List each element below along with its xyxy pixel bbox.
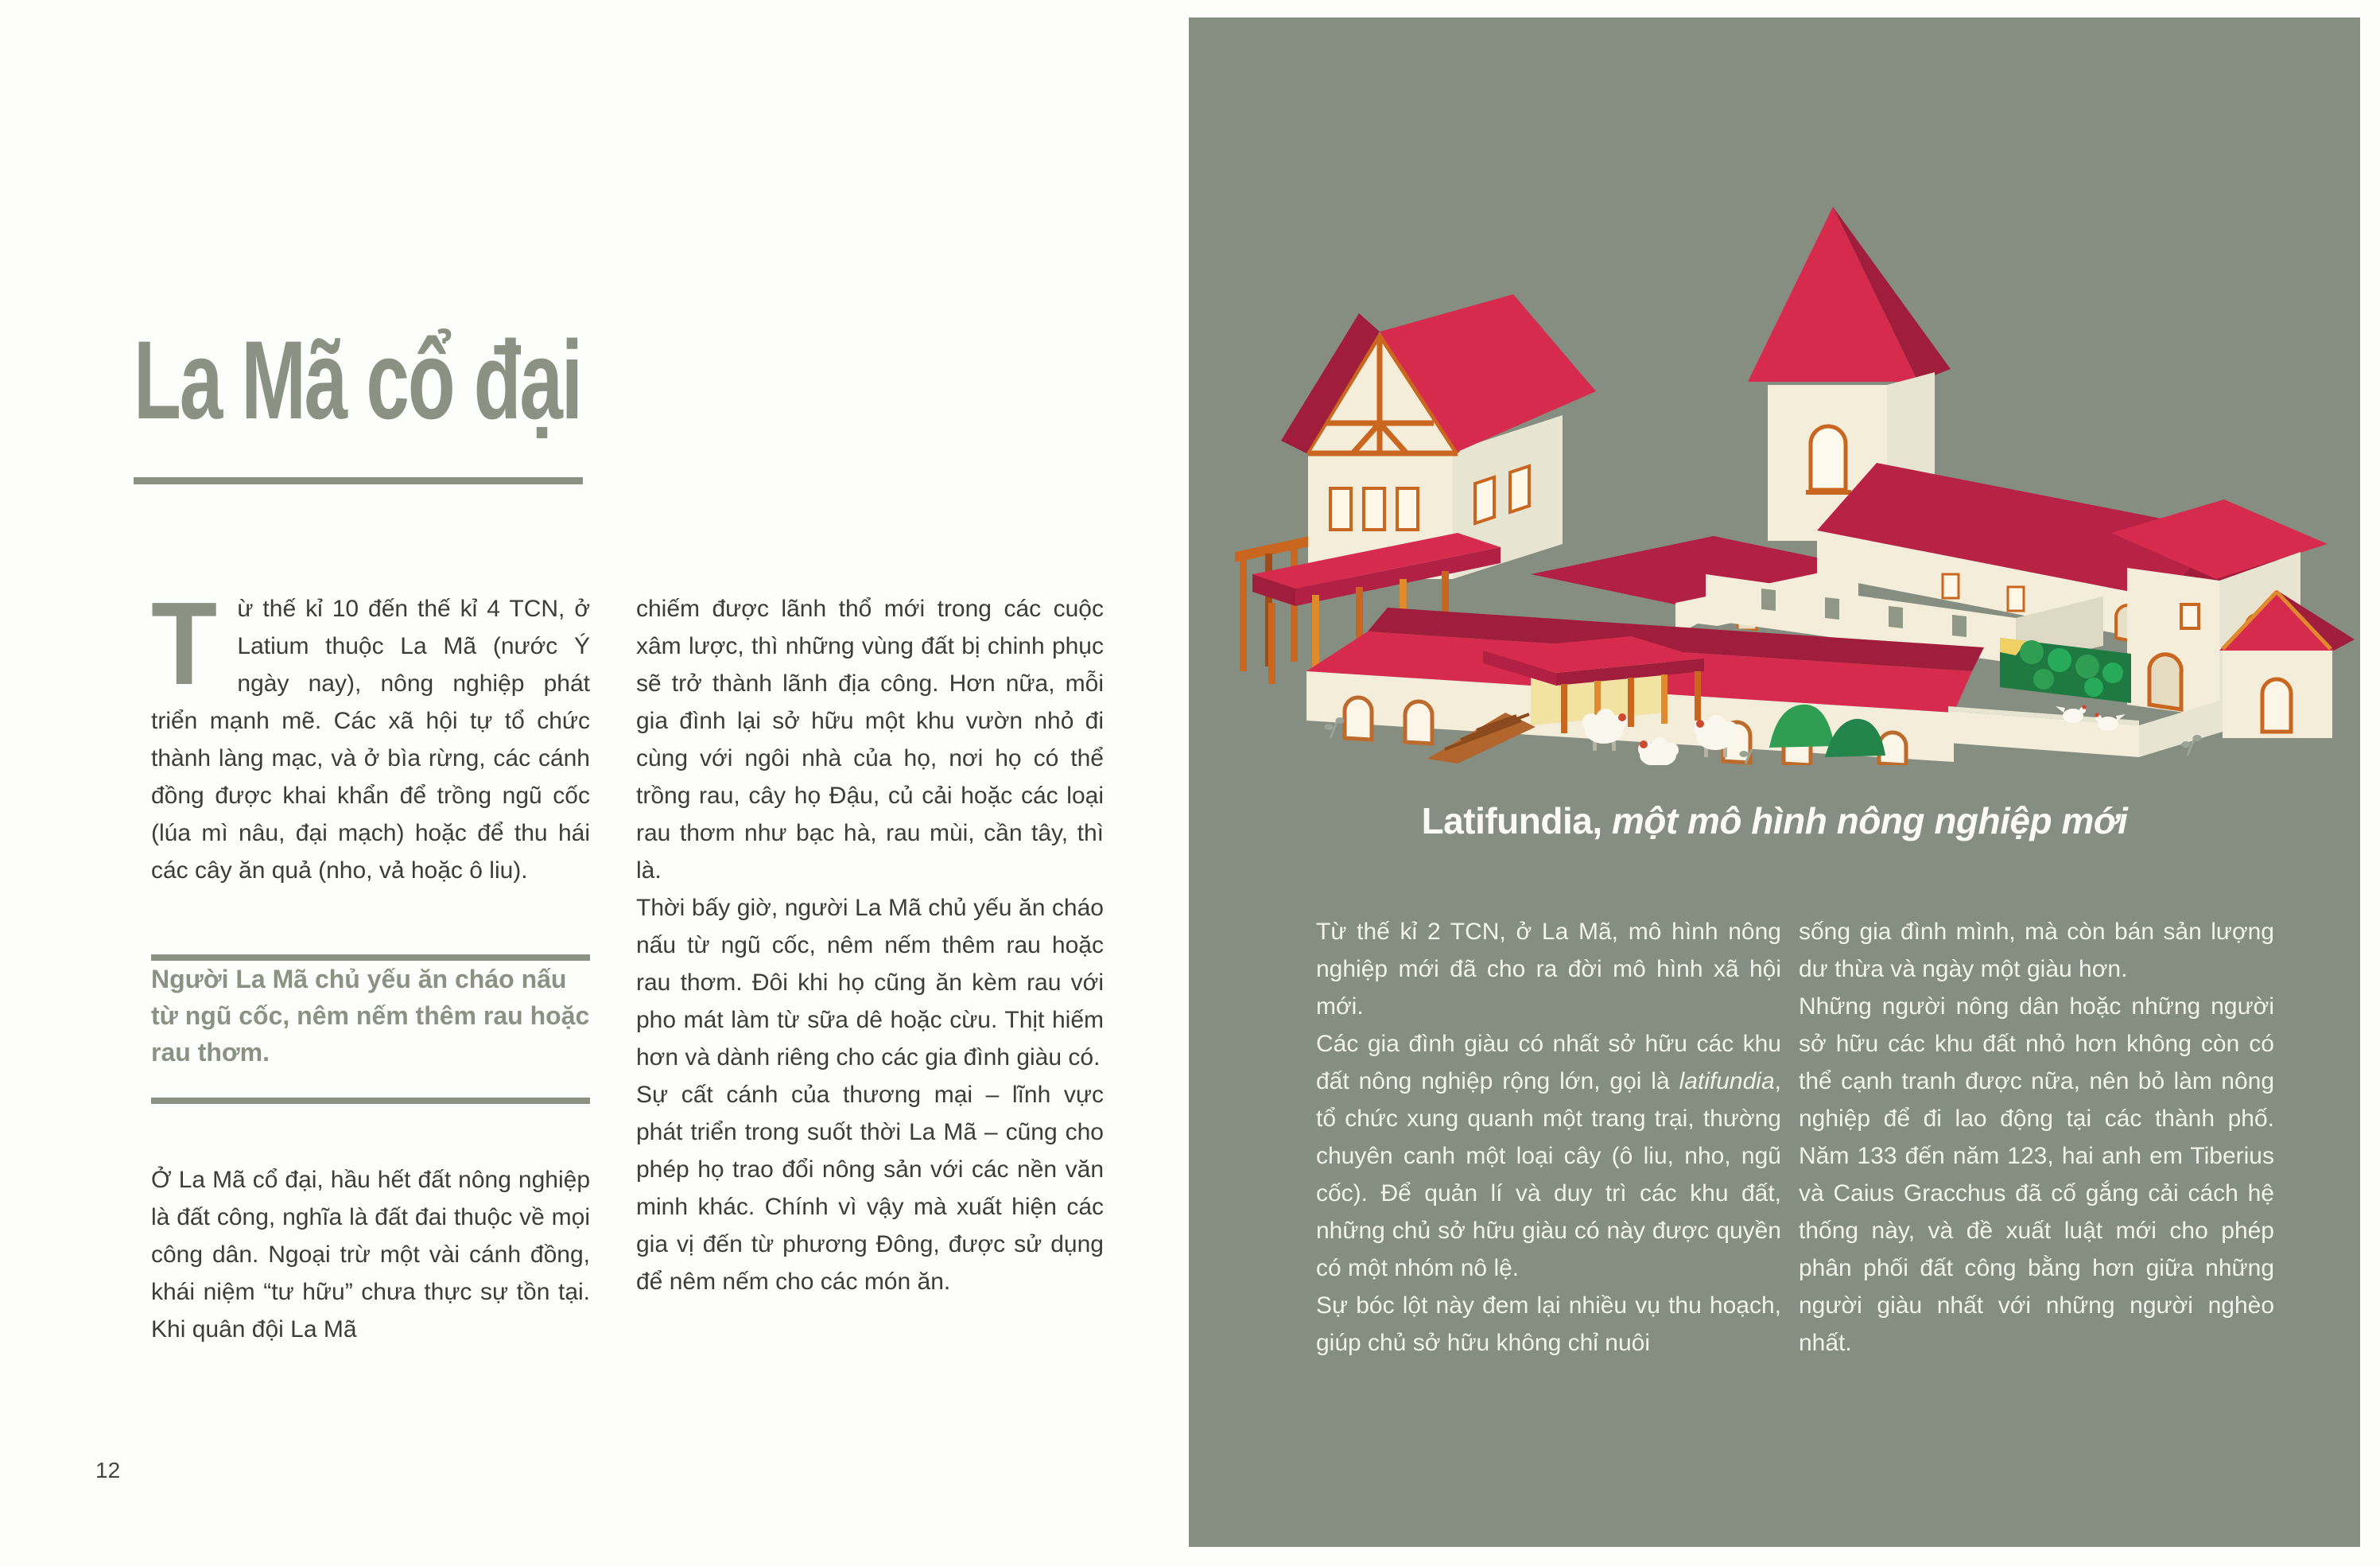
paragraph bbox=[1316, 1025, 1781, 1287]
paragraph: Từ thế kỉ 2 TCN, ở La Mã, mô hình nông nghiệp mới đã cho ra đời mô hình xã hội mới. bbox=[1316, 919, 1781, 1020]
latifundia-villa-illustration bbox=[1189, 17, 2360, 765]
panel-text-column-left bbox=[1316, 913, 1781, 1362]
dropcap-letter: T bbox=[151, 578, 218, 709]
middle-text-column bbox=[636, 590, 1104, 1300]
panel-heading-regular: Latifundia, bbox=[1421, 800, 1602, 841]
paragraph: sống gia đình mình, mà còn bán sản lượng dư thừa và ngày một giàu hơn. bbox=[1799, 919, 2274, 982]
title-rule bbox=[134, 477, 583, 484]
paragraph-text: ừ thế kỉ 10 đến thế kỉ 4 TCN, ở Latium thuộc La Mã (nước Ý ngày nay), nông nghiệp phát triển mạnh mẽ. Các xã hội tự tổ chức thành làng mạc, và ở bìa rừng, các cánh đồng được khai khẩn để trồng ngũ cốc (lúa mì nâu, đại mạch) hoặc để thu hái các cây ăn quả (nho, vả hoặc ô liu). bbox=[151, 596, 590, 884]
paragraph: Những người nông dân hoặc những người sở hữu các khu đất nhỏ hơn không còn có thể cạnh tranh được nữa, nên bỏ làm nông nghiệp để đi lao động tại các thành phố. Năm 133 đến năm 123, hai anh em Tiberius và Caius Gracchus đã cố gắng cải cách hệ thống này, và đề xuất luật mới cho phép phân phối đất công bằng hơn giữa những người giàu nhất với những người nghèo nhất. bbox=[1799, 993, 2274, 1356]
left-text-column bbox=[151, 578, 590, 1348]
paragraph-text: Các gia đình giàu có nhất sở hữu các khu đất nông nghiệp rộng lớn, gọi là bbox=[1316, 1031, 1781, 1094]
paragraph bbox=[151, 578, 590, 889]
paragraph: chiếm được lãnh thổ mới trong các cuộc xâm lược, thì những vùng đất bị chinh phục sẽ trở thành lãnh địa công. Hơn nữa, mỗi gia đình lại sở hữu một khu vườn nhỏ đi cùng với ngôi nhà của họ, nơi họ có thể trồng rau, cây họ Đậu, củ cải hoặc các loại rau thơm như bạc hà, rau mùi, cần tây, thì là. bbox=[636, 596, 1104, 884]
paragraph: Sự cất cánh của thương mại – lĩnh vực phát triển trong suốt thời La Mã – cũng cho phép họ trao đổi nông sản với các nền văn minh khác. Chính vì vậy mà xuất hiện các gia vị đến từ phương Đông, được sử dụng để nêm nếm cho các món ăn. bbox=[636, 1082, 1104, 1295]
paragraph: Sự bóc lột này đem lại nhiều vụ thu hoạch, giúp chủ sở hữu không chỉ nuôi bbox=[1316, 1292, 1781, 1356]
paragraph: Ở La Mã cổ đại, hầu hết đất nông nghiệp là đất công, nghĩa là đất đai thuộc về mọi công dân. Ngoại trừ một vài cánh đồng, khái niệm “tư hữu” chưa thực sự tồn tại. Khi quân đội La Mã bbox=[151, 1167, 590, 1343]
page-number: 12 bbox=[95, 1458, 121, 1482]
panel-heading-italic: một mô hình nông nghiệp mới bbox=[1602, 800, 2128, 841]
sheep-icon bbox=[1582, 709, 1626, 751]
callout-rule-bottom bbox=[151, 1098, 590, 1104]
page-title: La Mã cổ đại bbox=[134, 317, 581, 442]
latifundia-term: latifundia bbox=[1679, 1068, 1775, 1094]
panel-text-column-right bbox=[1799, 913, 2274, 1362]
callout-rule-top bbox=[151, 954, 590, 961]
panel-heading bbox=[1189, 799, 2360, 842]
paragraph-text: , tổ chức xung quanh một trang trại, thường chuyên canh một loại cây (ô liu, nho, ngũ cốc). Để quản lí và duy trì các khu đất, những chủ sở hữu giàu có này được quyền có một nhóm nô lệ. bbox=[1316, 1068, 1781, 1281]
latifundia-panel bbox=[1189, 17, 2360, 1547]
callout-quote: Người La Mã chủ yếu ăn cháo nấu từ ngũ cốc, nêm nếm thêm rau hoặc rau thơm. bbox=[151, 965, 590, 1067]
paragraph: Thời bấy giờ, người La Mã chủ yếu ăn cháo nấu từ ngũ cốc, nêm nếm thêm rau hoặc rau thơm. Đôi khi họ cũng ăn kèm rau với pho mát làm từ sữa dê hoặc cừu. Thịt hiếm hơn và dành riêng cho các gia đình giàu có. bbox=[636, 895, 1104, 1071]
